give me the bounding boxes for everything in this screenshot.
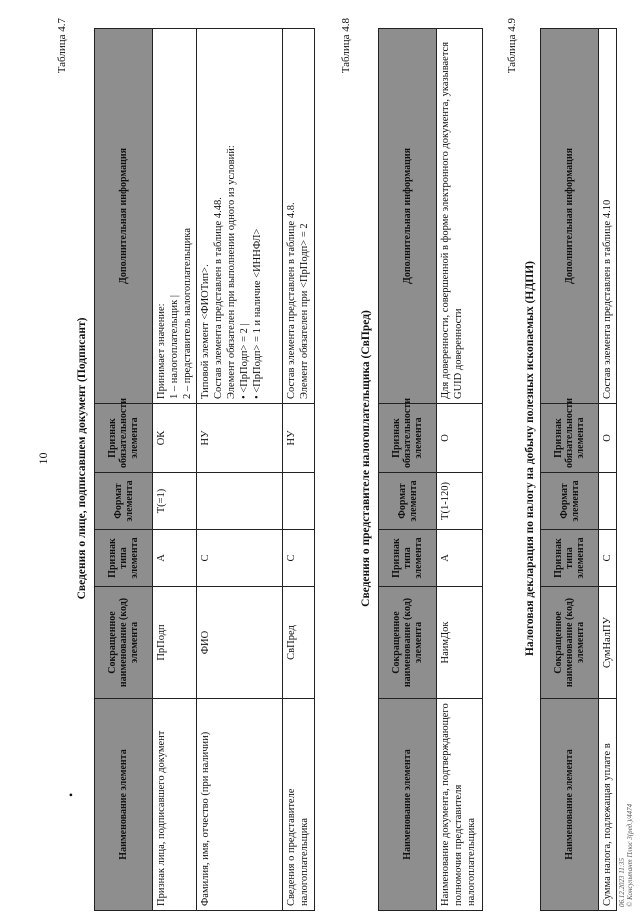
cell-format xyxy=(197,473,283,530)
cell-required: ОК xyxy=(153,404,197,473)
info-line: Состав элемента представлен в таблице 4.10 xyxy=(602,199,613,399)
cell-format: T(=1) xyxy=(153,473,197,530)
info-line: Для доверенности, совершенной в форме электронного документа, указывается GUID доверенности xyxy=(440,41,464,399)
cell-name: Фамилия, имя, отчество (при наличии) xyxy=(197,699,283,911)
table-row xyxy=(153,29,197,911)
header-row xyxy=(541,29,599,911)
table-4-9-caption: Налоговая декларация по налогу на добычу полезных ископаемых (НДПИ) xyxy=(524,260,536,657)
cell-required: О xyxy=(437,404,483,473)
cell-info xyxy=(153,29,197,404)
cell-info xyxy=(197,29,283,404)
cell-code: ПрПодп xyxy=(153,587,197,699)
cell-type: А xyxy=(437,530,483,587)
footer-stamp xyxy=(618,804,634,907)
cell-required: НУ xyxy=(197,404,283,473)
header-format: Формат элемента xyxy=(379,473,437,530)
cell-required: О xyxy=(599,404,617,473)
header-format: Формат элемента xyxy=(541,473,599,530)
cell-name: Наименование документа, подтверждающего полномочия представителя налогоплательщика xyxy=(437,699,483,911)
cell-type: С xyxy=(599,530,617,587)
header-name: Наименование элемента xyxy=(95,699,153,911)
table-4-8-caption: Сведения о представителе налогоплательщика (СвПред) xyxy=(360,310,372,607)
table-4-7-caption: Сведения о лице, подписавшем документ (Подписант) xyxy=(76,317,88,600)
info-line: Типовой элемент <ФИОТип>. xyxy=(200,264,211,399)
header-info: Дополнительная информация xyxy=(379,29,437,404)
header-name: Наименование элемента xyxy=(541,699,599,911)
table-4-7-label: Таблица 4.7 xyxy=(56,18,68,74)
header-name: Наименование элемента xyxy=(379,699,437,911)
table-row xyxy=(283,29,315,911)
info-line: Элемент обязателен при <ПрПодп> = 2 xyxy=(299,223,310,399)
header-info: Дополнительная информация xyxy=(541,29,599,404)
header-info: Дополнительная информация xyxy=(95,29,153,404)
info-line: 1 – налогоплательщик | xyxy=(169,295,180,399)
table-row xyxy=(437,29,483,911)
header-type: Признак типа элемента xyxy=(379,530,437,587)
stamp-line: 06.12.2023 11:35 xyxy=(618,857,626,907)
header-required: Признак обязательности элемента xyxy=(541,404,599,473)
info-line: Состав элемента представлен в таблице 4.8. xyxy=(286,202,297,399)
cell-info xyxy=(599,29,617,404)
info-line: Элемент обязателен при выполнении одного из условий: xyxy=(226,145,237,399)
info-line: • <ПрПодп> = 2 | xyxy=(239,323,250,399)
cell-format xyxy=(599,473,617,530)
header-type: Признак типа элемента xyxy=(95,530,153,587)
table-row xyxy=(197,29,283,911)
table-4-7 xyxy=(94,28,315,911)
cell-name: Сумма налога, подлежащая уплате в xyxy=(599,699,617,911)
info-line: 2 – представитель налогоплательщика xyxy=(182,228,193,399)
info-line: Состав элемента представлен в таблице 4.48. xyxy=(213,197,224,399)
header-code: Сокращенное наименование (код) элемента xyxy=(541,587,599,699)
page-number: 10 xyxy=(36,452,50,465)
header-type: Признак типа элемента xyxy=(541,530,599,587)
info-line: • <ПрПодп> = 1 и наличие <ИННФЛ> xyxy=(252,228,263,399)
cell-info xyxy=(437,29,483,404)
cell-code: НаимДок xyxy=(437,587,483,699)
cell-type: С xyxy=(283,530,315,587)
cell-info xyxy=(283,29,315,404)
table-4-8-label: Таблица 4.8 xyxy=(340,18,352,74)
cell-code: ФИО xyxy=(197,587,283,699)
stamp-line: © Консультант Плюс 3(ред.)/4474 xyxy=(626,803,634,907)
cell-format: T(1-120) xyxy=(437,473,483,530)
cell-code: СвПред xyxy=(283,587,315,699)
cell-required: НУ xyxy=(283,404,315,473)
header-required: Признак обязательности элемента xyxy=(95,404,153,473)
header-format: Формат элемента xyxy=(95,473,153,530)
cell-type: С xyxy=(197,530,283,587)
cell-format xyxy=(283,473,315,530)
cell-code: СумНалПУ xyxy=(599,587,617,699)
cell-type: А xyxy=(153,530,197,587)
table-row xyxy=(599,29,617,911)
header-code: Сокращенное наименование (код) элемента xyxy=(95,587,153,699)
info-line: Принимает значение: xyxy=(156,303,167,399)
table-4-8 xyxy=(378,28,483,911)
header-required: Признак обязательности элемента xyxy=(379,404,437,473)
cell-name: Признак лица, подписавшего документ xyxy=(153,699,197,911)
stray-mark: • xyxy=(64,792,78,797)
header-row xyxy=(95,29,153,911)
header-code: Сокращенное наименование (код) элемента xyxy=(379,587,437,699)
table-4-9 xyxy=(540,28,617,911)
cell-name: Сведения о представителе налогоплательщика xyxy=(283,699,315,911)
table-4-9-label: Таблица 4.9 xyxy=(506,18,518,74)
header-row xyxy=(379,29,437,911)
